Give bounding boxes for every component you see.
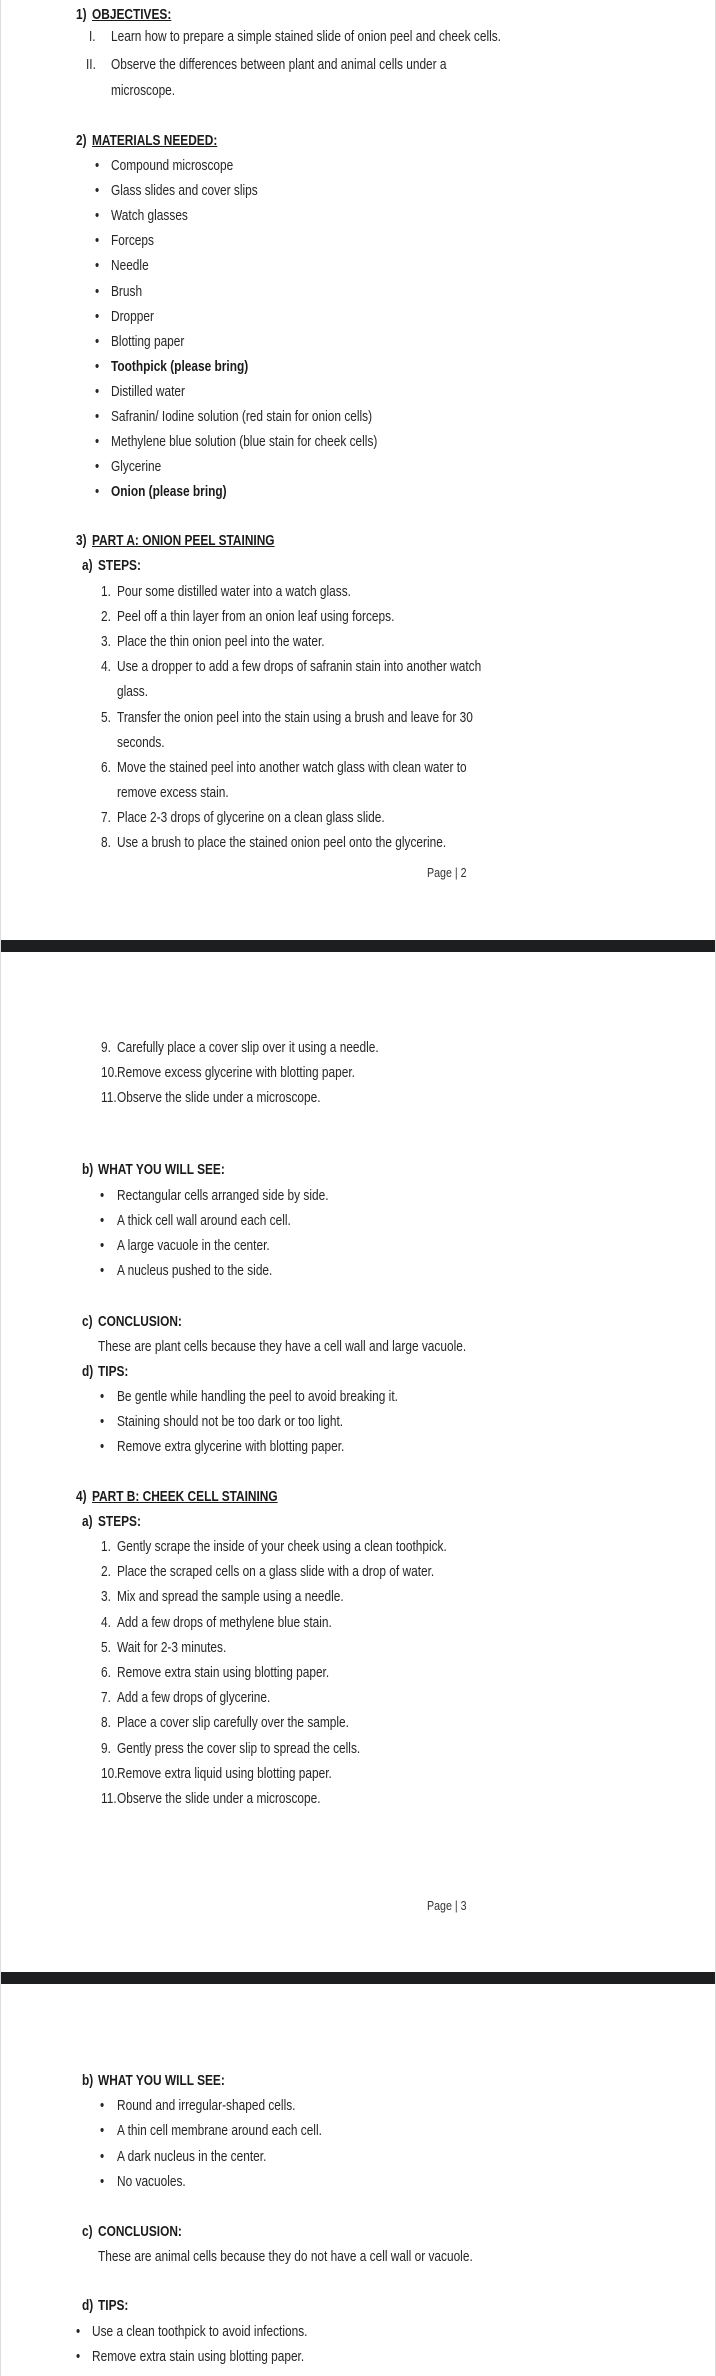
observation-item: A nucleus pushed to the side.: [117, 1263, 273, 1279]
bullet-icon: •: [95, 358, 100, 375]
step-number: 4.: [101, 659, 111, 676]
step-number: 8.: [101, 835, 111, 851]
material-item: Watch glasses: [111, 208, 188, 225]
step-text: Remove excess glycerine with blotting paper.: [117, 1065, 355, 1081]
subsection-title: CONCLUSION:: [98, 2224, 182, 2240]
step-number: 1.: [101, 584, 111, 600]
step-text: Place a cover slip carefully over the sample.: [117, 1715, 349, 1732]
subsection-label: b): [82, 2073, 94, 2089]
bullet-icon: •: [100, 1263, 105, 1279]
bullet-icon: •: [95, 459, 100, 476]
step-text: Add a few drops of methylene blue stain.: [117, 1614, 332, 1631]
step-number: 7.: [101, 1690, 111, 1707]
step-text: Mix and spread the sample using a needle.: [117, 1589, 344, 1606]
step-number: 10.: [101, 1765, 118, 1782]
material-item: Toothpick (please bring): [111, 358, 249, 375]
roman-numeral: II.: [86, 57, 96, 73]
subsection-title: TIPS:: [98, 1364, 129, 1380]
bullet-icon: •: [95, 158, 100, 174]
bullet-icon: •: [100, 1238, 105, 1254]
step-text: Remove extra stain using blotting paper.: [117, 1665, 330, 1681]
observation-item: Rectangular cells arranged side by side.: [117, 1188, 329, 1204]
bullet-icon: •: [100, 2123, 105, 2140]
bullet-icon: •: [100, 2098, 105, 2114]
roman-numeral: I.: [89, 29, 96, 45]
observation-item: A thin cell membrane around each cell.: [117, 2123, 322, 2140]
step-number: 9.: [101, 1740, 111, 1757]
subsection-label: d): [82, 1364, 94, 1380]
step-text: Transfer the onion peel into the stain using a brush and leave for 30: [117, 709, 473, 726]
subsection-label: b): [82, 1162, 94, 1178]
bullet-icon: •: [95, 283, 100, 300]
page-break: [1, 1972, 716, 1984]
section-number: 2): [76, 133, 87, 149]
step-number: 11.: [101, 1791, 117, 1807]
section-number: 4): [76, 1489, 87, 1505]
conclusion-text: These are animal cells because they do not have a cell wall or vacuole.: [98, 2249, 473, 2265]
step-number: 11.: [101, 1090, 117, 1106]
section-title: PART A: ONION PEEL STAINING: [92, 533, 275, 549]
bullet-icon: •: [100, 1389, 105, 1405]
bullet-icon: •: [100, 1188, 105, 1204]
step-text: Wait for 2-3 minutes.: [117, 1639, 227, 1656]
observation-item: No vacuoles.: [117, 2173, 186, 2190]
subsection-title: WHAT YOU WILL SEE:: [98, 2073, 225, 2089]
step-text: Observe the slide under a microscope.: [117, 1791, 321, 1807]
material-item: Distilled water: [111, 383, 186, 400]
objective-text: microscope.: [111, 83, 176, 99]
bullet-icon: •: [95, 233, 100, 250]
bullet-icon: •: [76, 2324, 81, 2340]
objective-text: Learn how to prepare a simple stained slide of onion peel and cheek cells.: [111, 29, 501, 45]
section-title: PART B: CHEEK CELL STAINING: [92, 1489, 278, 1505]
subsection-label: c): [82, 1314, 93, 1330]
step-text: glass.: [117, 684, 149, 701]
material-item: Onion (please bring): [111, 484, 227, 501]
subsection-label: d): [82, 2298, 94, 2314]
subsection-label: a): [82, 1514, 93, 1530]
tip-item: Be gentle while handling the peel to avoid breaking it.: [117, 1389, 398, 1405]
tip-item: Staining should not be too dark or too light.: [117, 1414, 344, 1430]
bullet-icon: •: [100, 1439, 105, 1455]
material-item: Compound microscope: [111, 158, 234, 174]
material-item: Brush: [111, 283, 143, 300]
step-number: 10.: [101, 1065, 118, 1081]
step-number: 3.: [101, 1589, 111, 1606]
section-number: 3): [76, 533, 87, 549]
step-text: Pour some distilled water into a watch glass.: [117, 584, 351, 600]
page-break: [1, 940, 716, 952]
objective-text: Observe the differences between plant and animal cells under a: [111, 57, 447, 73]
step-number: 2.: [101, 609, 111, 626]
step-number: 1.: [101, 1539, 111, 1555]
bullet-icon: •: [95, 183, 100, 200]
material-item: Needle: [111, 258, 149, 275]
bullet-icon: •: [95, 333, 100, 350]
bullet-icon: •: [95, 208, 100, 225]
bullet-icon: •: [100, 1213, 105, 1229]
page-number: Page | 3: [427, 1898, 467, 1913]
step-number: 5.: [101, 709, 111, 726]
step-text: seconds.: [117, 734, 165, 751]
step-text: Gently scrape the inside of your cheek using a clean toothpick.: [117, 1539, 447, 1555]
tip-item: Remove extra glycerine with blotting paper.: [117, 1439, 345, 1455]
step-number: 9.: [101, 1040, 111, 1056]
step-number: 2.: [101, 1564, 111, 1581]
step-text: Use a dropper to add a few drops of safranin stain into another watch: [117, 659, 482, 676]
step-text: Place the thin onion peel into the water.: [117, 634, 325, 651]
step-number: 6.: [101, 1665, 111, 1681]
step-text: Add a few drops of glycerine.: [117, 1690, 271, 1707]
observation-item: A dark nucleus in the center.: [117, 2148, 267, 2165]
step-text: Remove extra liquid using blotting paper.: [117, 1765, 332, 1782]
subsection-title: CONCLUSION:: [98, 1314, 182, 1330]
page-number: Page | 2: [427, 865, 467, 880]
subsection-label: a): [82, 558, 93, 574]
step-text: Peel off a thin layer from an onion leaf using forceps.: [117, 609, 395, 626]
step-number: 7.: [101, 809, 111, 826]
subsection-title: STEPS:: [98, 558, 141, 574]
subsection-title: TIPS:: [98, 2298, 129, 2314]
subsection-title: STEPS:: [98, 1514, 141, 1530]
step-text: Place 2-3 drops of glycerine on a clean glass slide.: [117, 809, 385, 826]
section-title: MATERIALS NEEDED:: [92, 133, 218, 149]
bullet-icon: •: [95, 308, 100, 325]
material-item: Safranin/ Iodine solution (red stain for onion cells): [111, 409, 373, 425]
step-text: Gently press the cover slip to spread the cells.: [117, 1740, 361, 1757]
material-item: Blotting paper: [111, 333, 185, 350]
bullet-icon: •: [95, 409, 100, 425]
subsection-title: WHAT YOU WILL SEE:: [98, 1162, 225, 1178]
bullet-icon: •: [95, 434, 100, 451]
bullet-icon: •: [95, 258, 100, 275]
tip-item: Use a clean toothpick to avoid infections.: [92, 2324, 308, 2340]
bullet-icon: •: [100, 2148, 105, 2165]
bullet-icon: •: [95, 383, 100, 400]
section-number: 1): [76, 7, 87, 23]
step-text: Use a brush to place the stained onion peel onto the glycerine.: [117, 835, 447, 851]
subsection-label: c): [82, 2224, 93, 2240]
conclusion-text: These are plant cells because they have a cell wall and large vacuole.: [98, 1339, 467, 1355]
observation-item: Round and irregular-shaped cells.: [117, 2098, 296, 2114]
step-number: 6.: [101, 759, 111, 776]
step-text: Place the scraped cells on a glass slide with a drop of water.: [117, 1564, 435, 1581]
material-item: Dropper: [111, 308, 154, 325]
section-title: OBJECTIVES:: [92, 7, 172, 23]
step-text: remove excess stain.: [117, 784, 229, 801]
bullet-icon: •: [76, 2349, 81, 2365]
step-text: Move the stained peel into another watch glass with clean water to: [117, 759, 467, 776]
step-number: 8.: [101, 1715, 111, 1732]
material-item: Glass slides and cover slips: [111, 183, 258, 200]
observation-item: A thick cell wall around each cell.: [117, 1213, 291, 1229]
observation-item: A large vacuole in the center.: [117, 1238, 270, 1254]
material-item: Glycerine: [111, 459, 162, 476]
bullet-icon: •: [95, 484, 100, 501]
step-number: 3.: [101, 634, 111, 651]
material-item: Forceps: [111, 233, 154, 250]
step-number: 5.: [101, 1639, 111, 1656]
bullet-icon: •: [100, 1414, 105, 1430]
step-text: Observe the slide under a microscope.: [117, 1090, 321, 1106]
tip-item: Remove extra stain using blotting paper.: [92, 2349, 305, 2365]
material-item: Methylene blue solution (blue stain for cheek cells): [111, 434, 378, 451]
step-text: Carefully place a cover slip over it using a needle.: [117, 1040, 379, 1056]
bullet-icon: •: [100, 2173, 105, 2190]
step-number: 4.: [101, 1614, 111, 1631]
